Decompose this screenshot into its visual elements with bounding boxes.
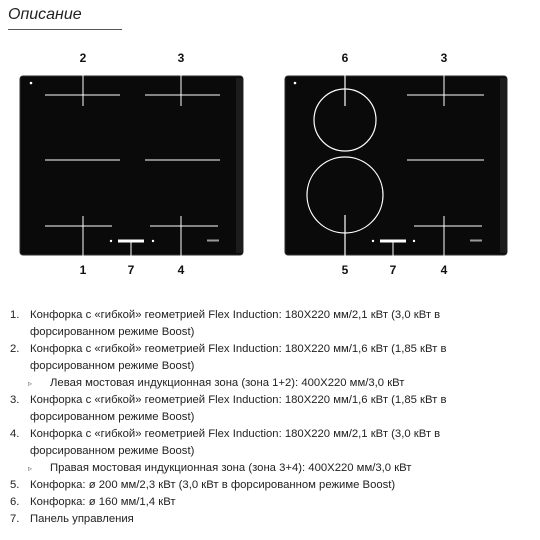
list-item-3-continuation: форсированном режиме Boost) bbox=[30, 411, 195, 423]
callout-5-right: 5 bbox=[341, 263, 349, 277]
list-item-text: Конфорка с «гибкой» геометрией Flex Induction: 180X220 мм/2,1 кВт (3,0 кВт в bbox=[30, 428, 441, 440]
list-item-5 bbox=[10, 477, 535, 494]
hob-right-panel bbox=[285, 76, 507, 255]
list-item-7 bbox=[10, 511, 535, 528]
hob-right-side-edge bbox=[500, 78, 507, 253]
list-item-2 bbox=[10, 341, 535, 358]
list-item-text: Правая мостовая индукционная зона (зона 3+4): 400X220 мм/3,0 кВт bbox=[50, 462, 412, 474]
callout-7-right: 7 bbox=[389, 263, 397, 277]
section-title: Описание bbox=[8, 6, 82, 23]
list-subitem-right-bridge bbox=[10, 460, 535, 477]
callout-1-left: 1 bbox=[79, 263, 87, 277]
hob-left bbox=[20, 51, 243, 277]
list-item-number: 6. bbox=[10, 496, 20, 508]
bullet-arrow-icon: ▹ bbox=[28, 464, 33, 473]
callout-4-right: 4 bbox=[440, 263, 448, 277]
hob-left-panel bbox=[20, 76, 243, 255]
list-item-3 bbox=[10, 392, 535, 409]
list-item-1 bbox=[10, 307, 535, 324]
hob-left-corner-dot bbox=[30, 82, 33, 85]
list-item-6 bbox=[10, 494, 535, 511]
list-item-text: Панель управления bbox=[30, 513, 134, 525]
list-item-text: Конфорка с «гибкой» геометрией Flex Induction: 180X220 мм/2,1 кВт (3,0 кВт в bbox=[30, 309, 441, 321]
list-item-2-continuation: форсированном режиме Boost) bbox=[30, 360, 195, 372]
list-item-text: Конфорка с «гибкой» геометрией Flex Induction: 180X220 мм/1,6 кВт (1,85 кВт в bbox=[30, 343, 447, 355]
hob-left-side-edge bbox=[236, 78, 243, 253]
list-item-text: Конфорка с «гибкой» геометрией Flex Induction: 180X220 мм/1,6 кВт (1,85 кВт в bbox=[30, 394, 447, 406]
list-item-text: Конфорка: ø 160 мм/1,4 кВт bbox=[30, 496, 176, 508]
list-item-4 bbox=[10, 426, 535, 443]
list-item-4-continuation: форсированном режиме Boost) bbox=[30, 445, 195, 457]
hob-right-corner-dot bbox=[294, 82, 297, 85]
callout-6-right: 6 bbox=[341, 51, 349, 65]
list-item-number: 7. bbox=[10, 513, 20, 525]
list-item-number: 4. bbox=[10, 428, 20, 440]
callout-4-left: 4 bbox=[177, 263, 185, 277]
list-item-1-continuation: форсированном режиме Boost) bbox=[30, 326, 195, 338]
callout-3-right: 3 bbox=[440, 51, 448, 65]
list-item-number: 2. bbox=[10, 343, 20, 355]
list-item-text: Конфорка: ø 200 мм/2,3 кВт (3,0 кВт в форсированном режиме Boost) bbox=[30, 479, 396, 491]
list-item-number: 1. bbox=[10, 309, 20, 321]
callout-3-left: 3 bbox=[177, 51, 185, 65]
list-item-number: 5. bbox=[10, 479, 20, 491]
callout-7-left: 7 bbox=[127, 263, 135, 277]
list-item-text: Левая мостовая индукционная зона (зона 1+2): 400X220 мм/3,0 кВт bbox=[50, 377, 405, 389]
callout-2-left: 2 bbox=[79, 51, 87, 65]
list-item-number: 3. bbox=[10, 394, 20, 406]
bullet-arrow-icon: ▹ bbox=[28, 379, 33, 388]
list-subitem-left-bridge bbox=[10, 375, 535, 392]
description-list bbox=[10, 307, 535, 528]
hob-right bbox=[285, 51, 507, 277]
